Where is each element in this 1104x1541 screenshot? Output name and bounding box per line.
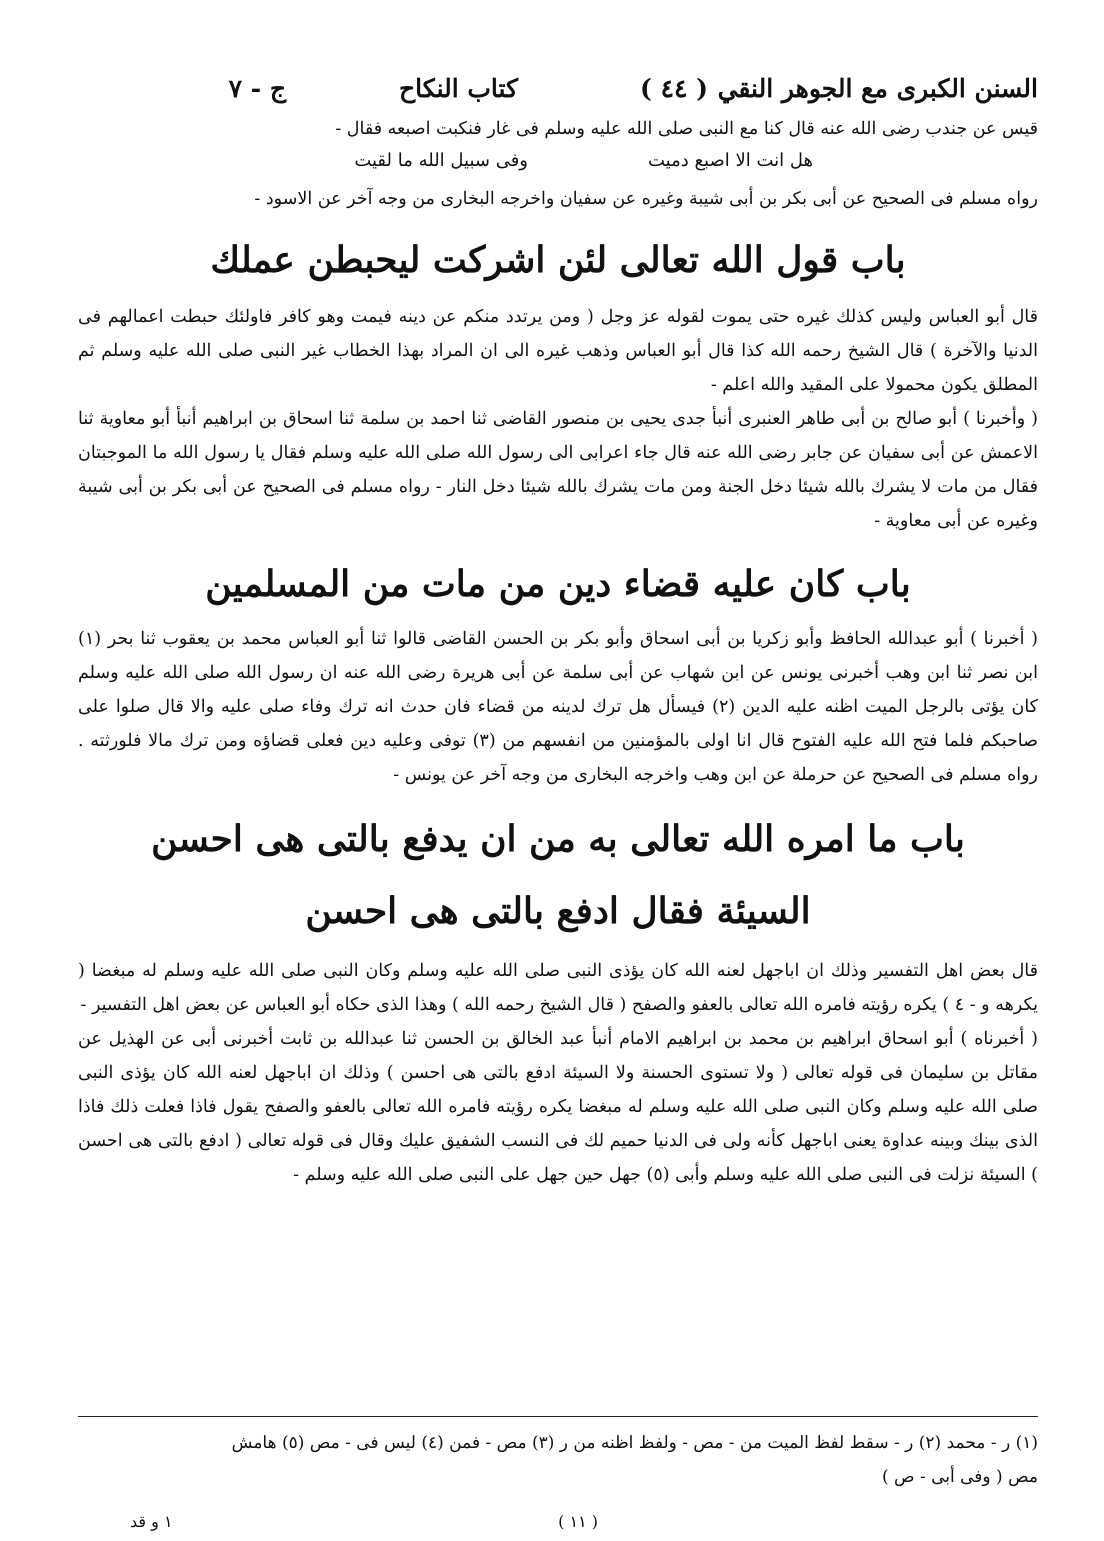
page-body bbox=[78, 60, 1038, 1192]
poetry-verse bbox=[78, 146, 1038, 182]
chapter-heading-1: باب قول الله تعالى لئن اشركت ليحبطن عملك bbox=[210, 239, 906, 281]
verse-hemistich-second: وفى سبيل الله ما لقيت bbox=[354, 150, 528, 171]
chapter1-paragraph-1: قال أبو العباس وليس كذلك غيره حتى يموت لقوله عز وجل ( ومن يرتدد منكم عن دينه فيمت وهو كافر فاولئك حبطت اعمالهم فى الدنيا والآخرة ) قال الشيخ رحمه الله كذا قال أبو العباس وذهب غيره الى ان المراد بهذا الخطاب غير النبى صلى الله عليه وسلم ثم المطلق يكون محمولا على المقيد والله اعلم - bbox=[78, 307, 1038, 395]
footer-folio-number: ( ١١ ) bbox=[558, 1512, 598, 1531]
header-section-title: كتاب النكاح bbox=[399, 74, 518, 103]
header-page-number: ( ٤٤ ) bbox=[640, 74, 708, 103]
narration-line: رواه مسلم فى الصحيح عن أبى بكر بن أبى شيبة وغيره عن سفيان واخرجه البخارى من وجه آخر عن الاسود - bbox=[254, 189, 1038, 209]
chapter1-paragraph-2: ( وأخبرنا ) أبو صالح بن أبى طاهر العنبرى أنبأ جدى يحيى بن منصور القاضى ثنا احمد بن سلمة ثنا اسحاق بن ابراهيم أنبأ أبو معاوية ثنا الاعمش عن أبى سفيان عن جابر رضى الله عنه قال جاء اعرابى الى رسول الله صلى الله عليه وسلم فقال يا رسول الله ما الموجبتان فقال من مات لا يشرك بالله شيئا دخل الجنة ومن مات يشرك بالله شيئا دخل النار - رواه مسلم فى الصحيح عن أبى بكر بن أبى شيبة وغيره عن أبى معاوية - bbox=[78, 409, 1038, 531]
opening-line: قيس عن جندب رضى الله عنه قال كنا مع النبى صلى الله عليه وسلم فى غار فنكبت اصبعه فقال - bbox=[335, 119, 1038, 139]
chapter-heading-2: باب كان عليه قضاء دين من مات من المسلمين bbox=[205, 563, 911, 605]
footnotes bbox=[78, 1426, 1038, 1494]
footnote-separator bbox=[78, 1416, 1038, 1417]
footer-signature: ١ و قد bbox=[130, 1512, 173, 1531]
chapter-heading-3-line-2: السيئة فقال ادفع بالتى هى احسن bbox=[305, 890, 811, 932]
running-header bbox=[78, 60, 1038, 112]
chapter3-paragraph-1: قال بعض اهل التفسير وذلك ان اباجهل لعنه الله كان يؤذى النبى صلى الله عليه وسلم وكان النبى صلى الله عليه وسلم له مبغضا ( يكرهه و - ٤ ) يكره رؤيته فامره الله تعالى بالعفو والصفح ( قال الشيخ رحمه الله ) وهذا الذى حكاه أبو العباس عن بعض اهل التفسير - bbox=[78, 961, 1038, 1015]
footnote-line-1: (١) ر - محمد (٢) ر - سقط لفظ الميت من - مص - ولفظ اظنه من ر (٣) مص - فمن (٤) ليس فى - مص (٥) هامش bbox=[231, 1433, 1038, 1453]
header-volume: ج - ٧ bbox=[228, 74, 286, 103]
chapter-heading-3-line-1: باب ما امره الله تعالى به من ان يدفع بالتى هى احسن bbox=[151, 818, 965, 860]
page-footer bbox=[78, 1508, 1038, 1538]
verse-hemistich-first: هل انت الا اصبع دميت bbox=[647, 150, 813, 171]
chapter2-paragraph-1: ( أخبرنا ) أبو عبدالله الحافظ وأبو زكريا بن أبى اسحاق وأبو بكر بن الحسن القاضى قالوا ثنا أبو العباس محمد بن يعقوب ثنا بحر (١) ابن نصر ثنا ابن وهب أخبرنى يونس عن ابن شهاب عن أبى سلمة عن أبى هريرة رضى الله عنه ان رسول الله صلى الله عليه وسلم كان يؤتى بالرجل الميت اظنه عليه الدين (٢) فيسأل هل ترك لدينه من قضاء فان حدث انه ترك وفاء صلى عليه والا قال صلوا على صاحبكم فلما فتح الله عليه الفتوح قال انا اولى بالمؤمنين من انفسهم من (٣) توفى وعليه دين فعلى قضاؤه ومن ترك مالا فلورثته . رواه مسلم فى الصحيح عن حرملة عن ابن وهب واخرجه البخارى من وجه آخر عن يونس - bbox=[78, 629, 1038, 785]
header-book-title: السنن الكبرى مع الجوهر النقي bbox=[717, 74, 1038, 103]
footnote-line-2: مص ( وفى أبى - ص ) bbox=[881, 1467, 1038, 1487]
chapter3-paragraph-2: ( أخبرناه ) أبو اسحاق ابراهيم بن محمد بن ابراهيم الامام أنبأ عبد الخالق بن الحسن ثنا عبدالله بن ثابت أخبرنى أبى عن الهذيل عن مقاتل بن سليمان فى قوله تعالى ( ولا تستوى الحسنة ولا السيئة ادفع بالتى هى احسن ) وذلك ان اباجهل لعنه الله كان يؤذى النبى صلى الله عليه وسلم وكان النبى صلى الله عليه وسلم له مبغضا يكره رؤيته فامره الله تعالى بالعفو والصفح يقول فاذا فعلت ذلك فاذا الذى بينك وبينه عداوة يعنى اباجهل كأنه ولى فى الدنيا حميم لك فى النسب الشفيق عليك وقال فى قوله تعالى ( ادفع بالتى هى احسن ) السيئة نزلت فى النبى صلى الله عليه وسلم وأبى (٥) جهل حين جهل على النبى صلى الله عليه وسلم - bbox=[78, 1029, 1038, 1185]
